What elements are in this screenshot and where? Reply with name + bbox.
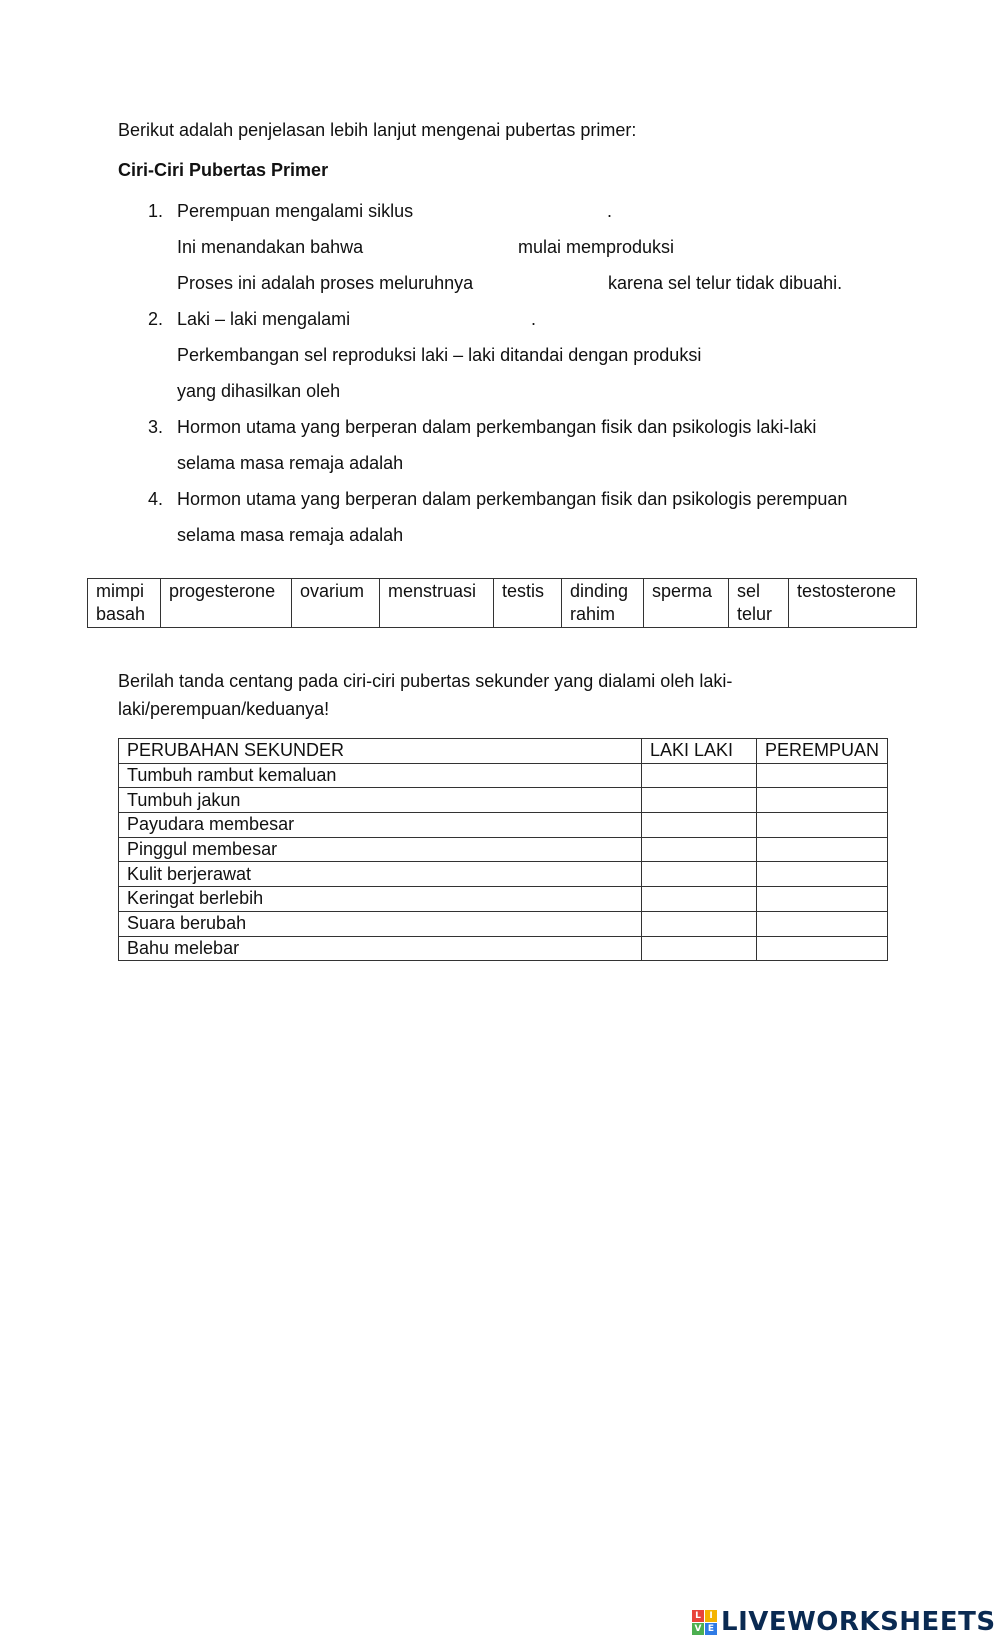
word-telur: telur xyxy=(737,604,773,624)
row-label: Tumbuh rambut kemaluan xyxy=(119,763,642,788)
word-bank-cell[interactable] xyxy=(161,579,292,628)
row-label: Kulit berjerawat xyxy=(119,862,642,887)
blank-siklus[interactable] xyxy=(432,200,602,222)
check-laki-cell[interactable] xyxy=(642,936,757,961)
item-4-line-2: selama masa remaja adalah xyxy=(177,525,404,545)
item-1-line-1-end: . xyxy=(607,201,613,221)
word-bank-cell[interactable] xyxy=(729,579,789,628)
logo-mark-i: I xyxy=(705,1610,717,1622)
secondary-changes-table xyxy=(118,738,888,961)
blank-organ[interactable] xyxy=(378,236,513,258)
header-perubahan: PERUBAHAN SEKUNDER xyxy=(119,739,642,764)
logo-mark-e: E xyxy=(705,1623,717,1635)
item-number-1: 1. xyxy=(148,201,164,221)
header-perempuan: PEREMPUAN xyxy=(757,739,888,764)
instruction-line-2: laki/perempuan/keduanya! xyxy=(118,699,330,719)
check-laki-cell[interactable] xyxy=(642,813,757,838)
table-header-row xyxy=(119,739,888,764)
word-bank-cell[interactable] xyxy=(562,579,644,628)
check-perempuan-cell[interactable] xyxy=(757,887,888,912)
table-row xyxy=(119,862,888,887)
item-number-4: 4. xyxy=(148,489,164,509)
word-rahim: rahim xyxy=(570,604,616,624)
table-row xyxy=(119,763,888,788)
blank-hormon-perempuan[interactable] xyxy=(420,524,590,546)
blank-laki-mengalami[interactable] xyxy=(364,308,529,330)
table-row xyxy=(119,788,888,813)
word-sel: sel xyxy=(737,581,761,601)
check-perempuan-cell[interactable] xyxy=(757,837,888,862)
word-bank-cell[interactable] xyxy=(380,579,494,628)
item-number-2: 2. xyxy=(148,309,164,329)
row-label: Pinggul membesar xyxy=(119,837,642,862)
word-menstruasi: menstruasi xyxy=(388,581,477,601)
header-laki-laki: LAKI LAKI xyxy=(642,739,757,764)
word-mimpi: mimpi xyxy=(96,581,144,601)
item-2-line-2: Perkembangan sel reproduksi laki – laki ditandai dengan produksi xyxy=(177,345,702,365)
check-perempuan-cell[interactable] xyxy=(757,936,888,961)
check-laki-cell[interactable] xyxy=(642,862,757,887)
check-laki-cell[interactable] xyxy=(642,788,757,813)
word-bank-row xyxy=(88,579,917,628)
word-bank-cell[interactable] xyxy=(292,579,380,628)
item-2-line-3: yang dihasilkan oleh xyxy=(177,381,341,401)
table-row xyxy=(119,837,888,862)
item-1-line-2-end: mulai memproduksi xyxy=(518,237,675,257)
section-heading: Ciri-Ciri Pubertas Primer xyxy=(118,160,329,180)
intro-text: Berikut adalah penjelasan lebih lanjut mengenai pubertas primer: xyxy=(118,120,637,140)
item-1-line-3-start: Proses ini adalah proses meluruhnya xyxy=(177,273,474,293)
check-laki-cell[interactable] xyxy=(642,763,757,788)
row-label: Keringat berlebih xyxy=(119,887,642,912)
word-sperma: sperma xyxy=(652,581,713,601)
item-2-line-1-start: Laki – laki mengalami xyxy=(177,309,351,329)
word-bank-cell[interactable] xyxy=(88,579,161,628)
check-perempuan-cell[interactable] xyxy=(757,788,888,813)
word-ovarium: ovarium xyxy=(300,581,365,601)
check-perempuan-cell[interactable] xyxy=(757,763,888,788)
word-bank-cell[interactable] xyxy=(644,579,729,628)
logo-mark-icon xyxy=(692,1610,717,1635)
table-row xyxy=(119,813,888,838)
blank-dihasilkan-oleh[interactable] xyxy=(356,380,506,402)
check-laki-cell[interactable] xyxy=(642,837,757,862)
logo-text: LIVEWORKSHEETS xyxy=(721,1607,996,1637)
word-basah: basah xyxy=(96,604,146,624)
word-testosterone: testosterone xyxy=(797,581,897,601)
item-1-line-2-start: Ini menandakan bahwa xyxy=(177,237,364,257)
item-3-line-2: selama masa remaja adalah xyxy=(177,453,404,473)
row-label: Payudara membesar xyxy=(119,813,642,838)
item-number-3: 3. xyxy=(148,417,164,437)
blank-hormon-laki[interactable] xyxy=(420,452,590,474)
word-testis: testis xyxy=(502,581,545,601)
item-1-line-1-start: Perempuan mengalami siklus xyxy=(177,201,414,221)
blank-produksi[interactable] xyxy=(730,344,880,366)
logo-mark-l: L xyxy=(692,1610,704,1622)
table-row xyxy=(119,887,888,912)
row-label: Suara berubah xyxy=(119,911,642,936)
word-bank-cell[interactable] xyxy=(494,579,562,628)
table-row xyxy=(119,936,888,961)
item-3-line-1: Hormon utama yang berperan dalam perkembangan fisik dan psikologis laki-laki xyxy=(177,417,817,437)
blank-luruh[interactable] xyxy=(493,272,603,294)
row-label: Tumbuh jakun xyxy=(119,788,642,813)
table-row xyxy=(119,911,888,936)
word-bank-table xyxy=(87,578,917,628)
check-laki-cell[interactable] xyxy=(642,911,757,936)
item-1-line-3-end: karena sel telur tidak dibuahi. xyxy=(608,273,843,293)
word-dinding: dinding xyxy=(570,581,629,601)
instruction-line-1: Berilah tanda centang pada ciri-ciri pubertas sekunder yang dialami oleh laki- xyxy=(118,671,733,691)
word-bank-cell[interactable] xyxy=(789,579,917,628)
check-laki-cell[interactable] xyxy=(642,887,757,912)
check-perempuan-cell[interactable] xyxy=(757,911,888,936)
item-4-line-1: Hormon utama yang berperan dalam perkembangan fisik dan psikologis perempuan xyxy=(177,489,848,509)
liveworksheets-logo[interactable] xyxy=(692,1607,996,1637)
check-perempuan-cell[interactable] xyxy=(757,862,888,887)
word-progesterone: progesterone xyxy=(169,581,276,601)
item-2-line-1-end: . xyxy=(531,309,537,329)
logo-mark-v: V xyxy=(692,1623,704,1635)
row-label: Bahu melebar xyxy=(119,936,642,961)
check-perempuan-cell[interactable] xyxy=(757,813,888,838)
